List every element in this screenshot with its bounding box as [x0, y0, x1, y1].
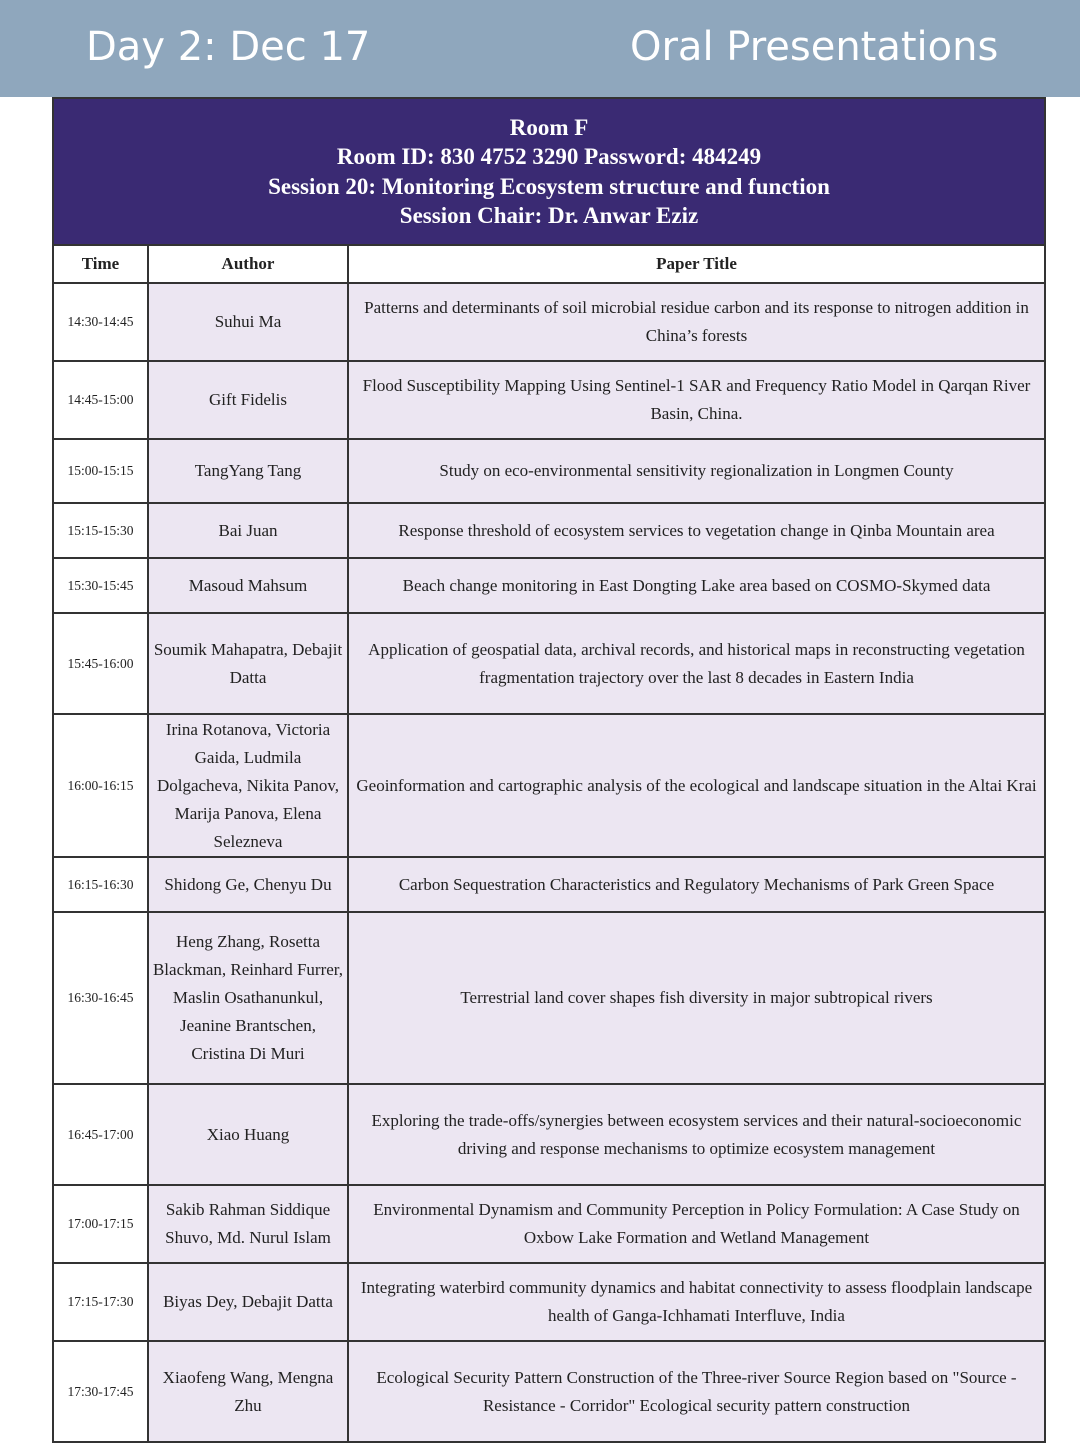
section-title: Oral Presentations [630, 24, 999, 70]
paper-title-cell: Flood Susceptibility Mapping Using Sentinel-1 SAR and Frequency Ratio Model in Qarqan River Basin, China. [348, 361, 1045, 439]
session-banner-cell [53, 98, 1045, 245]
paper-title-cell: Terrestrial land cover shapes fish diversity in major subtropical rivers [348, 912, 1045, 1084]
session-name: Session 20: Monitoring Ecosystem structure and function [268, 173, 830, 199]
table-row [53, 1263, 1045, 1341]
table-row [53, 558, 1045, 613]
table-row [53, 714, 1045, 857]
column-header-author: Author [148, 245, 348, 283]
author-cell: Xiao Huang [148, 1084, 348, 1185]
column-header-time: Time [53, 245, 148, 283]
author-cell: Irina Rotanova, Victoria Gaida, Ludmila Dolgacheva, Nikita Panov, Marija Panova, Elena Selezneva [148, 714, 348, 857]
paper-title-cell: Response threshold of ecosystem services to vegetation change in Qinba Mountain area [348, 503, 1045, 558]
schedule-table [52, 97, 1046, 1443]
paper-title-cell: Geoinformation and cartographic analysis of the ecological and landscape situation in the Altai Krai [348, 714, 1045, 857]
time-cell: 15:15-15:30 [53, 503, 148, 558]
time-cell: 17:15-17:30 [53, 1263, 148, 1341]
column-header-row [53, 245, 1045, 283]
author-cell: Bai Juan [148, 503, 348, 558]
table-row [53, 361, 1045, 439]
table-row [53, 1185, 1045, 1263]
author-cell: TangYang Tang [148, 439, 348, 503]
page-header-bar [0, 0, 1080, 97]
author-cell: Gift Fidelis [148, 361, 348, 439]
time-cell: 16:30-16:45 [53, 912, 148, 1084]
table-row [53, 1084, 1045, 1185]
table-row [53, 439, 1045, 503]
paper-title-cell: Ecological Security Pattern Construction of the Three-river Source Region based on "Source - Resistance - Corridor" Ecological security pattern construction [348, 1341, 1045, 1442]
column-header-title: Paper Title [348, 245, 1045, 283]
paper-title-cell: Patterns and determinants of soil microbial residue carbon and its response to nitrogen addition in China’s forests [348, 283, 1045, 361]
time-cell: 16:45-17:00 [53, 1084, 148, 1185]
author-cell: Xiaofeng Wang, Mengna Zhu [148, 1341, 348, 1442]
time-cell: 16:15-16:30 [53, 857, 148, 912]
paper-title-cell: Application of geospatial data, archival records, and historical maps in reconstructing vegetation fragmentation trajectory over the last 8 decades in Eastern India [348, 613, 1045, 714]
table-row [53, 912, 1045, 1084]
paper-title-cell: Beach change monitoring in East Dongting Lake area based on COSMO-Skymed data [348, 558, 1045, 613]
time-cell: 14:45-15:00 [53, 361, 148, 439]
time-cell: 16:00-16:15 [53, 714, 148, 857]
day-label: Day 2: Dec 17 [86, 24, 371, 70]
room-id: Room ID: 830 4752 3290 Password: 484249 [336, 144, 762, 169]
author-cell: Shidong Ge, Chenyu Du [148, 857, 348, 912]
table-row [53, 283, 1045, 361]
session-banner [53, 98, 1045, 245]
time-cell: 17:30-17:45 [53, 1341, 148, 1442]
author-cell: Soumik Mahapatra, Debajit Datta [148, 613, 348, 714]
table-row [53, 857, 1045, 912]
table-row [53, 1341, 1045, 1442]
time-cell: 15:00-15:15 [53, 439, 148, 503]
author-cell: Masoud Mahsum [148, 558, 348, 613]
room-name: Room F [509, 114, 589, 140]
time-cell: 14:30-14:45 [53, 283, 148, 361]
time-cell: 15:45-16:00 [53, 613, 148, 714]
paper-title-cell: Study on eco-environmental sensitivity regionalization in Longmen County [348, 439, 1045, 503]
author-cell: Biyas Dey, Debajit Datta [148, 1263, 348, 1341]
author-cell: Suhui Ma [148, 283, 348, 361]
table-row [53, 503, 1045, 558]
paper-title-cell: Environmental Dynamism and Community Perception in Policy Formulation: A Case Study on Oxbow Lake Formation and Wetland Management [348, 1185, 1045, 1263]
author-cell: Sakib Rahman Siddique Shuvo, Md. Nurul Islam [148, 1185, 348, 1263]
time-cell: 17:00-17:15 [53, 1185, 148, 1263]
paper-title-cell: Exploring the trade-offs/synergies between ecosystem services and their natural-socioeconomic driving and response mechanisms to optimize ecosystem management [348, 1084, 1045, 1185]
time-cell: 15:30-15:45 [53, 558, 148, 613]
session-chair: Session Chair: Dr. Anwar Eziz [399, 203, 699, 228]
author-cell: Heng Zhang, Rosetta Blackman, Reinhard Furrer, Maslin Osathanunkul, Jeanine Brantschen, Cristina Di Muri [148, 912, 348, 1084]
paper-title-cell: Integrating waterbird community dynamics and habitat connectivity to assess floodplain landscape health of Ganga-Ichhamati Interfluve, India [348, 1263, 1045, 1341]
table-row [53, 613, 1045, 714]
paper-title-cell: Carbon Sequestration Characteristics and Regulatory Mechanisms of Park Green Space [348, 857, 1045, 912]
